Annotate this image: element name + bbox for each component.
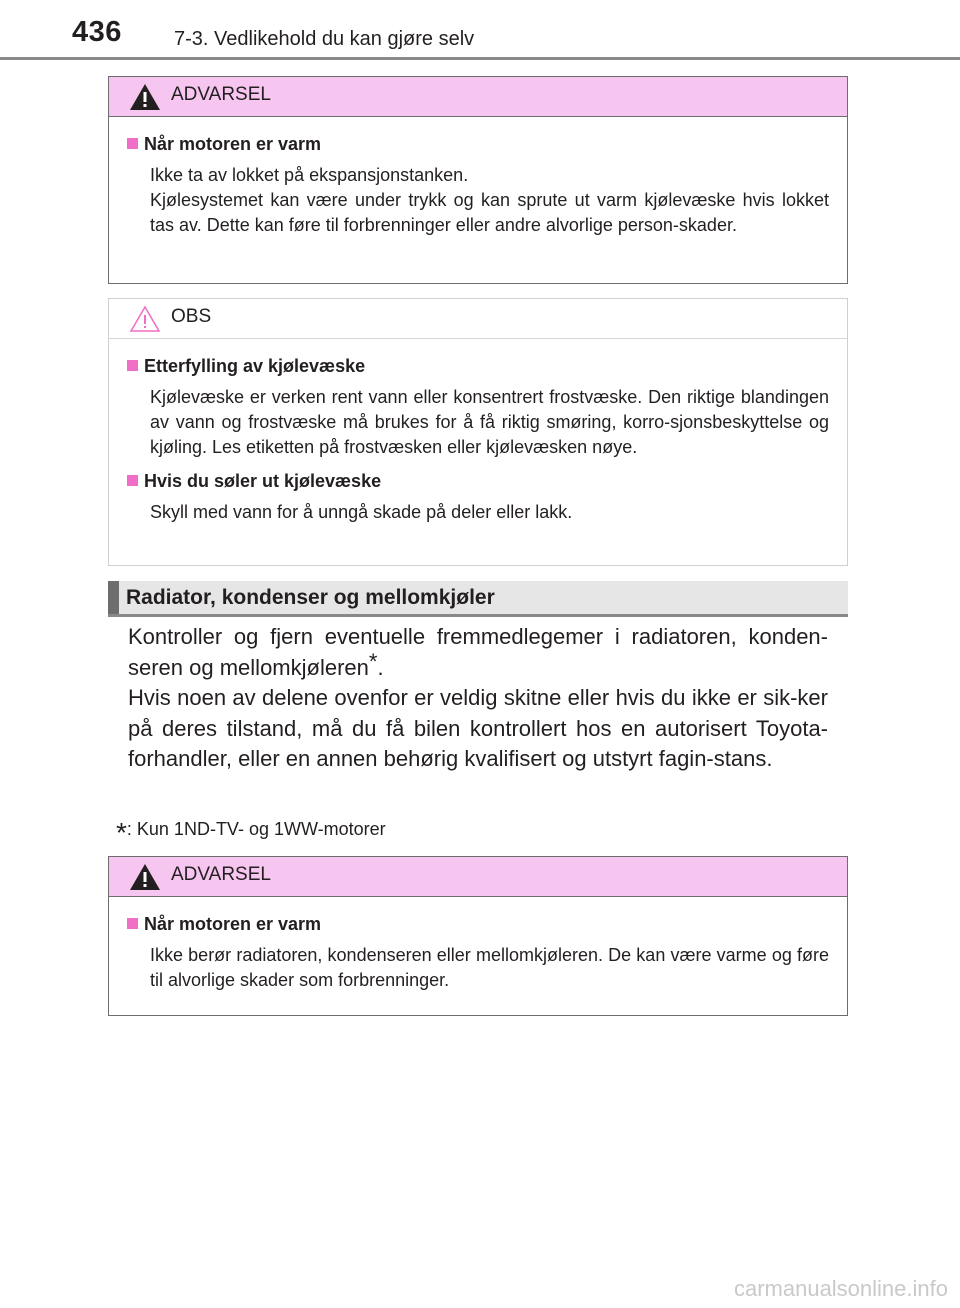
footnote-text: : Kun 1ND-TV- og 1WW-motorer xyxy=(126,819,386,839)
watermark: carmanualsonline.info xyxy=(733,1276,948,1301)
bullet-square-icon xyxy=(127,360,138,371)
warning-triangle-icon xyxy=(129,83,161,111)
item-text: Kjølevæske er verken rent vann eller konsentrert frostvæske. Den riktige blandingen av vann og frostvæske må brukes for å få riktig smøring, korro-sjonsbeskyttelse og kjøling. Les etiketten på frostvæsken eller kjølevæsken nøye. xyxy=(150,387,829,457)
page-header xyxy=(0,0,960,60)
item-text: Ikke berør radiatoren, kondenseren eller mellomkjøleren. De kan være varme og føre til alvorlige skader som forbrenninger. xyxy=(150,945,829,990)
item-text: Skyll med vann for å unngå skade på deler eller lakk. xyxy=(150,502,573,522)
warning-triangle-icon xyxy=(129,863,161,891)
caution-box xyxy=(108,298,848,566)
footnote xyxy=(116,810,386,848)
warning-item xyxy=(127,131,829,238)
warning-box-header xyxy=(109,77,847,117)
paragraph-2: Hvis noen av delene ovenfor er veldig skitne eller hvis du ikke er sik-ker på deres tilstand, må du få bilen kontrollert hos en autorisert Toyota-forhandler, eller en annen behørig kvalifisert og utstyrt fagin-stans. xyxy=(128,685,828,771)
item-title: Når motoren er varm xyxy=(144,914,322,934)
bullet-square-icon xyxy=(127,918,138,929)
main-paragraph xyxy=(128,622,828,775)
warning-label: ADVARSEL xyxy=(171,84,271,105)
warning-label: ADVARSEL xyxy=(171,864,271,885)
section-heading xyxy=(108,581,848,617)
caution-item xyxy=(127,353,829,460)
page-number: 436 xyxy=(72,16,122,48)
footnote-marker: * xyxy=(368,648,378,674)
item-text: Ikke ta av lokket på ekspansjonstanken. Kjølesystemet kan være under trykk og kan sprute ut varm kjølevæske hvis lokket tas av. Dette kan føre til forbrenninger eller andre alvorlige person-skader. xyxy=(150,165,829,235)
warning-box-2 xyxy=(108,856,848,1016)
header-rule xyxy=(0,57,960,60)
caution-item xyxy=(127,468,829,525)
bullet-square-icon xyxy=(127,138,138,149)
caution-label: OBS xyxy=(171,306,212,327)
item-title: Etterfylling av kjølevæske xyxy=(144,356,366,376)
section-title: 7-3. Vedlikehold du kan gjøre selv xyxy=(174,28,475,50)
caution-triangle-outline-icon xyxy=(129,305,161,333)
paragraph-1: Kontroller og fjern eventuelle fremmedlegemer i radiatoren, konden-seren og mellomkjøleren*. xyxy=(128,624,828,680)
warning-box-header xyxy=(109,857,847,897)
warning-box-1 xyxy=(108,76,848,284)
footnote-star: * xyxy=(116,817,127,848)
bullet-square-icon xyxy=(127,475,138,486)
heading-accent xyxy=(108,581,119,614)
item-title: Hvis du søler ut kjølevæske xyxy=(144,471,382,491)
item-title: Når motoren er varm xyxy=(144,134,322,154)
section-heading-text: Radiator, kondenser og mellomkjøler xyxy=(126,586,495,609)
caution-box-header xyxy=(109,299,847,339)
warning-item xyxy=(127,911,829,993)
